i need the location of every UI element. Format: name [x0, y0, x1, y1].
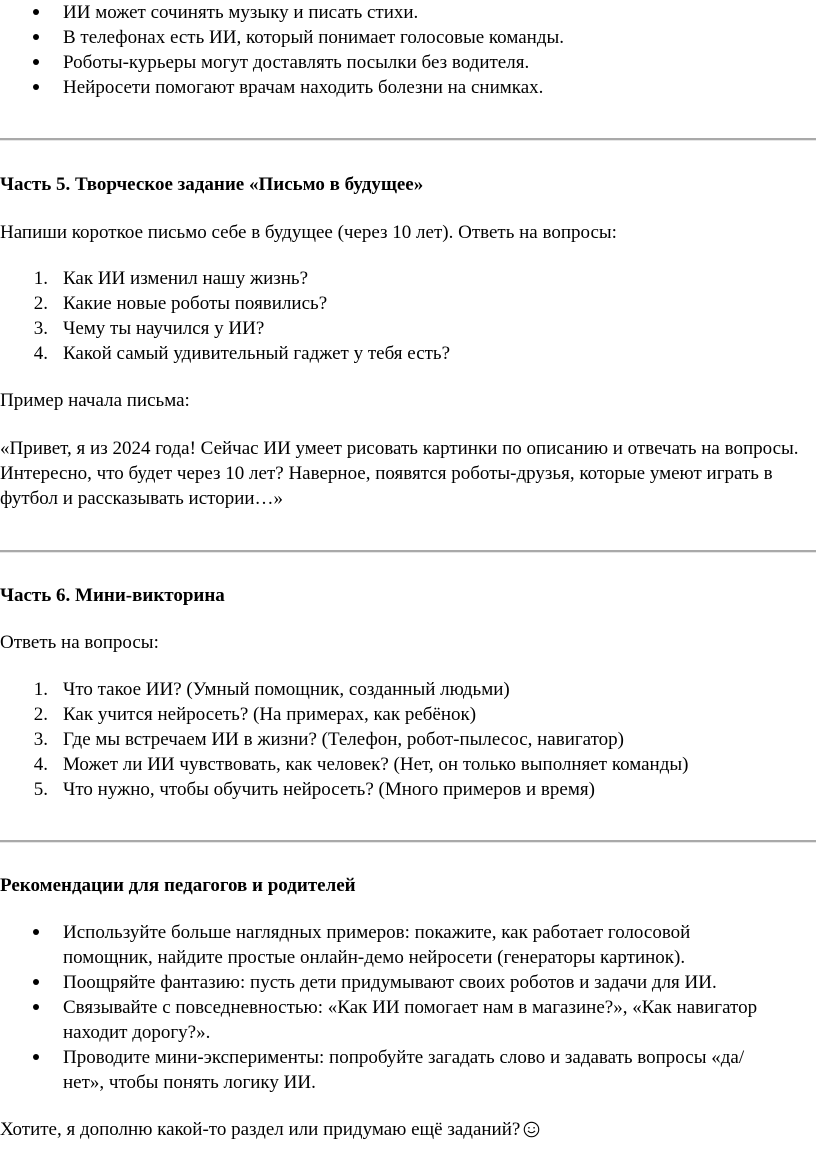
list-number: 1.: [33, 268, 48, 289]
list-item: [0, 50, 783, 75]
bullet-icon: [30, 75, 42, 100]
bullet-icon: [30, 0, 42, 25]
part6-intro: Ответь на вопросы:: [0, 632, 159, 653]
list-item: [0, 316, 783, 341]
horizontal-divider: [0, 840, 816, 843]
list-item-text: В телефонах есть ИИ, который понимает голосовые команды.: [63, 27, 564, 48]
list-number: 2.: [33, 704, 48, 725]
list-item-text: Где мы встречаем ИИ в жизни? (Телефон, робот-пылесос, навигатор): [63, 729, 624, 750]
bullet-icon: [30, 1045, 42, 1070]
list-item-text: Что нужно, чтобы обучить нейросеть? (Много примеров и время): [63, 779, 595, 800]
closing-text: Хотите, я дополню какой-то раздел или придумаю ещё заданий?: [0, 1119, 521, 1140]
top-fact-list: [0, 0, 783, 100]
list-item-text: Чему ты научился у ИИ?: [63, 318, 265, 339]
part5-question-list: [0, 266, 783, 366]
list-item: [0, 752, 783, 777]
list-item-text: Роботы-курьеры могут доставлять посылки без водителя.: [63, 52, 530, 73]
part5-heading: Часть 5. Творческое задание «Письмо в будущее»: [0, 174, 424, 195]
list-item: [0, 702, 783, 727]
list-item: [0, 677, 783, 702]
list-number: 5.: [33, 779, 48, 800]
recommendations-list: [0, 920, 783, 1095]
bullet-icon: [30, 920, 42, 945]
bullet-icon: [30, 50, 42, 75]
list-item-text: Что такое ИИ? (Умный помощник, созданный людьми): [63, 679, 510, 700]
list-item-text: Используйте больше наглядных примеров: покажите, как работает голосовой помощник, найдите простые онлайн-демо нейросети (генераторы картинок).: [63, 922, 691, 968]
list-item-text: Как учится нейросеть? (На примерах, как ребёнок): [63, 704, 477, 725]
list-item-text: Какой самый удивительный гаджет у тебя есть?: [63, 343, 451, 364]
list-item-text: Поощряйте фантазию: пусть дети придумывают своих роботов и задачи для ИИ.: [63, 972, 717, 993]
bullet-icon: [30, 995, 42, 1020]
list-number: 1.: [33, 679, 48, 700]
part6-heading: Часть 6. Мини-викторина: [0, 585, 225, 606]
list-item: [0, 341, 783, 366]
list-item: [0, 25, 783, 50]
list-item: [0, 727, 783, 752]
example-letter: «Привет, я из 2024 года! Сейчас ИИ умеет рисовать картинки по описанию и отвечать на вопросы. Интересно, что будет через 10 лет? Наверное, появятся роботы-друзья, которые умеют играть в футбол и рассказывать истории…»: [0, 438, 799, 509]
smiley-icon: [523, 1121, 540, 1138]
list-number: 4.: [33, 754, 48, 775]
list-item-text: Как ИИ изменил нашу жизнь?: [63, 268, 309, 289]
recommendations-heading: Рекомендации для педагогов и родителей: [0, 875, 356, 896]
list-item: [0, 970, 783, 995]
list-number: 3.: [33, 318, 48, 339]
list-item: [0, 1045, 783, 1095]
list-item: [0, 266, 783, 291]
example-label: Пример начала письма:: [0, 390, 190, 411]
list-number: 3.: [33, 729, 48, 750]
horizontal-divider: [0, 138, 816, 141]
list-item: [0, 75, 783, 100]
list-item-text: Какие новые роботы появились?: [63, 293, 328, 314]
list-item-text: Нейросети помогают врачам находить болезни на снимках.: [63, 77, 544, 98]
horizontal-divider: [0, 550, 816, 553]
list-item-text: Связывайте с повседневностью: «Как ИИ помогает нам в магазине?», «Как навигатор находит дорогу?».: [63, 997, 758, 1043]
list-item: [0, 0, 783, 25]
closing-line: [0, 1117, 540, 1142]
list-item: [0, 777, 783, 802]
bullet-icon: [30, 25, 42, 50]
list-item-text: Может ли ИИ чувствовать, как человек? (Нет, он только выполняет команды): [63, 754, 689, 775]
list-number: 4.: [33, 343, 48, 364]
list-item: [0, 995, 783, 1045]
list-item: [0, 920, 783, 970]
list-item: [0, 291, 783, 316]
list-number: 2.: [33, 293, 48, 314]
list-item-text: Проводите мини-эксперименты: попробуйте загадать слово и задавать вопросы «да/нет», чтобы понять логику ИИ.: [63, 1047, 745, 1093]
bullet-icon: [30, 970, 42, 995]
part5-intro: Напиши короткое письмо себе в будущее (через 10 лет). Ответь на вопросы:: [0, 222, 617, 243]
part6-question-list: [0, 677, 783, 802]
list-item-text: ИИ может сочинять музыку и писать стихи.: [63, 2, 419, 23]
